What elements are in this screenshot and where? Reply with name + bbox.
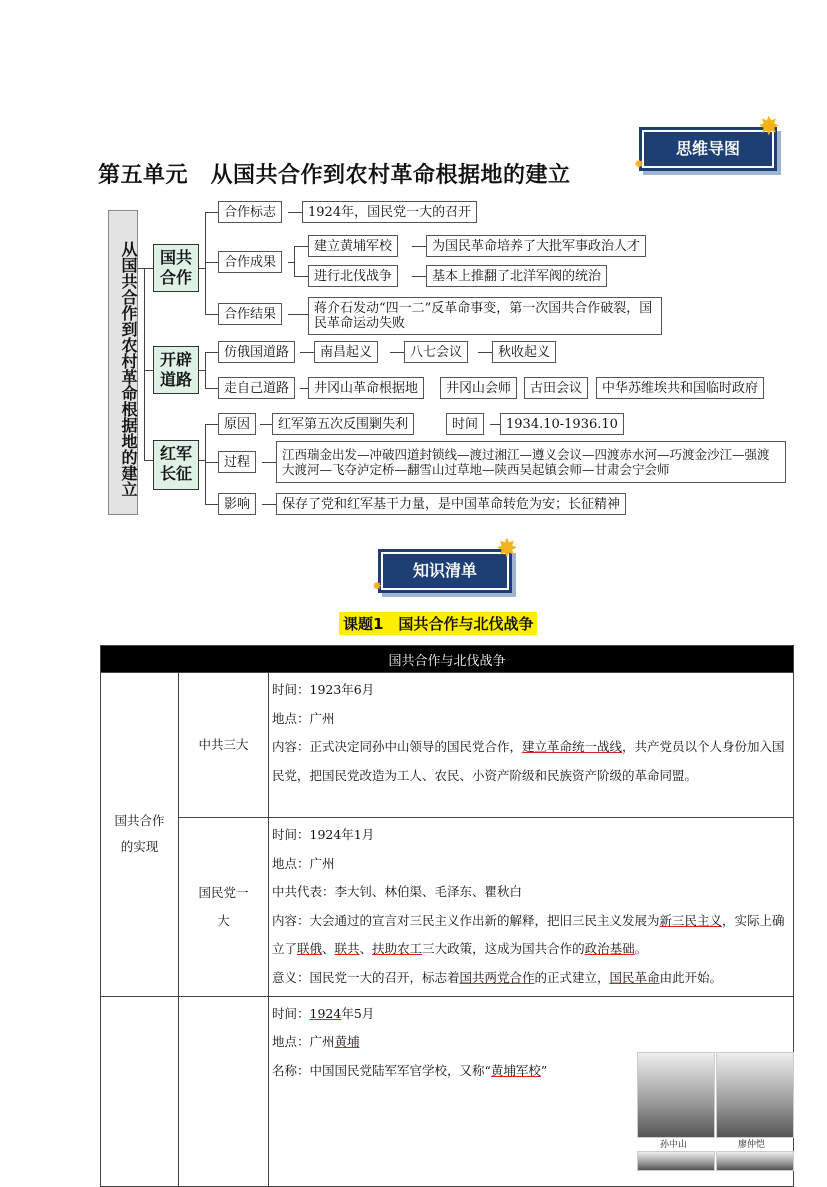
march-impact-value: 保存了党和红军基干力量，是中国革命转危为安；长征精神	[276, 493, 626, 515]
coop-result-item2-value: 基本上推翻了北洋军阀的统治	[426, 265, 607, 287]
road-russia-label: 仿俄国道路	[218, 341, 295, 363]
mind-map-root: 从国共合作到农村革命根据地的建立	[108, 210, 138, 515]
photo-sun-yat-sen	[637, 1052, 715, 1138]
mind-map-badge: 思维导图	[642, 130, 774, 168]
category-march: 红军长征	[153, 440, 199, 490]
road-russia-item-3: 秋收起义	[492, 341, 556, 363]
coop-result-item2: 进行北伐战争	[308, 265, 398, 287]
road-own-label: 走自己道路	[218, 377, 295, 399]
march-impact-label: 影响	[218, 493, 256, 515]
road-own-item-2: 井冈山会师	[440, 377, 517, 399]
coop-end-label: 合作结果	[218, 303, 282, 325]
photo-liao-zhongkai	[716, 1052, 794, 1138]
row-content-whampoa: 时间：1924年5月 地点：广州黄埔 名称：中国国民党陆军军官学校，又称“黄埔军校”	[269, 996, 794, 1186]
photo-extra-1	[637, 1151, 715, 1171]
coop-result-item1-value: 为国民革命培养了大批军事政治人才	[426, 235, 646, 257]
star-icon-small: ✸	[372, 579, 383, 593]
march-time-label: 时间	[446, 413, 484, 435]
lesson-title: 课题1 国共合作与北伐战争	[339, 612, 537, 635]
knowledge-list-badge: 知识清单	[381, 552, 509, 590]
category-road: 开辟道路	[153, 346, 199, 394]
march-cause-label: 原因	[218, 413, 256, 435]
coop-result-label: 合作成果	[218, 251, 282, 273]
road-own-item-3: 古田会议	[524, 377, 588, 399]
caption-liao-zhongkai: 廖仲恺	[738, 1140, 766, 1150]
coop-result-item1: 建立黄埔军校	[308, 235, 398, 257]
caption-sun-yat-sen: 孙中山	[660, 1140, 688, 1150]
star-icon: ✸	[758, 112, 780, 142]
photo-extra-2	[716, 1151, 794, 1171]
coop-sign-value: 1924年，国民党一大的召开	[302, 201, 477, 223]
march-process-value: 江西瑞金出发—冲破四道封锁线—渡过湘江—遵义会议—四渡赤水河—巧渡金沙江—强渡大渡河—飞夺泸定桥—翻雪山过草地—陕西吴起镇会师—甘肃会宁会师	[276, 441, 786, 483]
section-empty	[101, 996, 179, 1186]
table-header: 国共合作与北伐战争	[101, 646, 794, 673]
march-process-label: 过程	[218, 451, 256, 473]
section-coop-realization: 国共合作的实现	[101, 673, 179, 997]
road-own-item-1: 井冈山革命根据地	[308, 377, 424, 399]
road-own-item-4: 中华苏维埃共和国临时政府	[596, 377, 764, 399]
row-name-kmt-first: 国民党一大	[179, 818, 269, 997]
row-name-ccp-third: 中共三大	[179, 673, 269, 818]
star-icon-small: ✸	[634, 157, 645, 171]
row-content-kmt-first: 时间：1924年1月 地点：广州 中共代表：李大钊、林伯渠、毛泽东、瞿秋白 内容：大会通过的宣言对三民主义作出新的解释，把旧三民主义发展为新三民主义，实际上确立了联俄、联共、扶助农工三大政策，这成为国共合作的政治基础。 意义：国民党一大的召开，标志着国共两党合作的正式建立，国民革命由此开始。	[269, 818, 794, 997]
road-russia-item-2: 八七会议	[404, 341, 468, 363]
coop-end-value: 蒋介石发动“四一二”反革命事变，第一次国共合作破裂，国民革命运动失败	[308, 297, 662, 335]
category-coop: 国共合作	[153, 244, 199, 292]
road-russia-item-1: 南昌起义	[314, 341, 378, 363]
row-content-ccp-third: 时间：1923年6月 地点：广州 内容：正式决定同孙中山领导的国民党合作，建立革命统一战线，共产党员以个人身份加入国民党，把国民党改造为工人、农民、小资产阶级和民族资产阶级的革命同盟。	[269, 673, 794, 818]
unit-title: 第五单元 从国共合作到农村革命根据地的建立	[98, 162, 571, 188]
row-name-empty	[179, 996, 269, 1186]
star-icon: ✸	[496, 534, 518, 564]
march-cause-value: 红军第五次反围剿失利	[272, 413, 414, 435]
coop-sign-label: 合作标志	[218, 201, 282, 223]
march-time-value: 1934.10-1936.10	[500, 413, 624, 435]
